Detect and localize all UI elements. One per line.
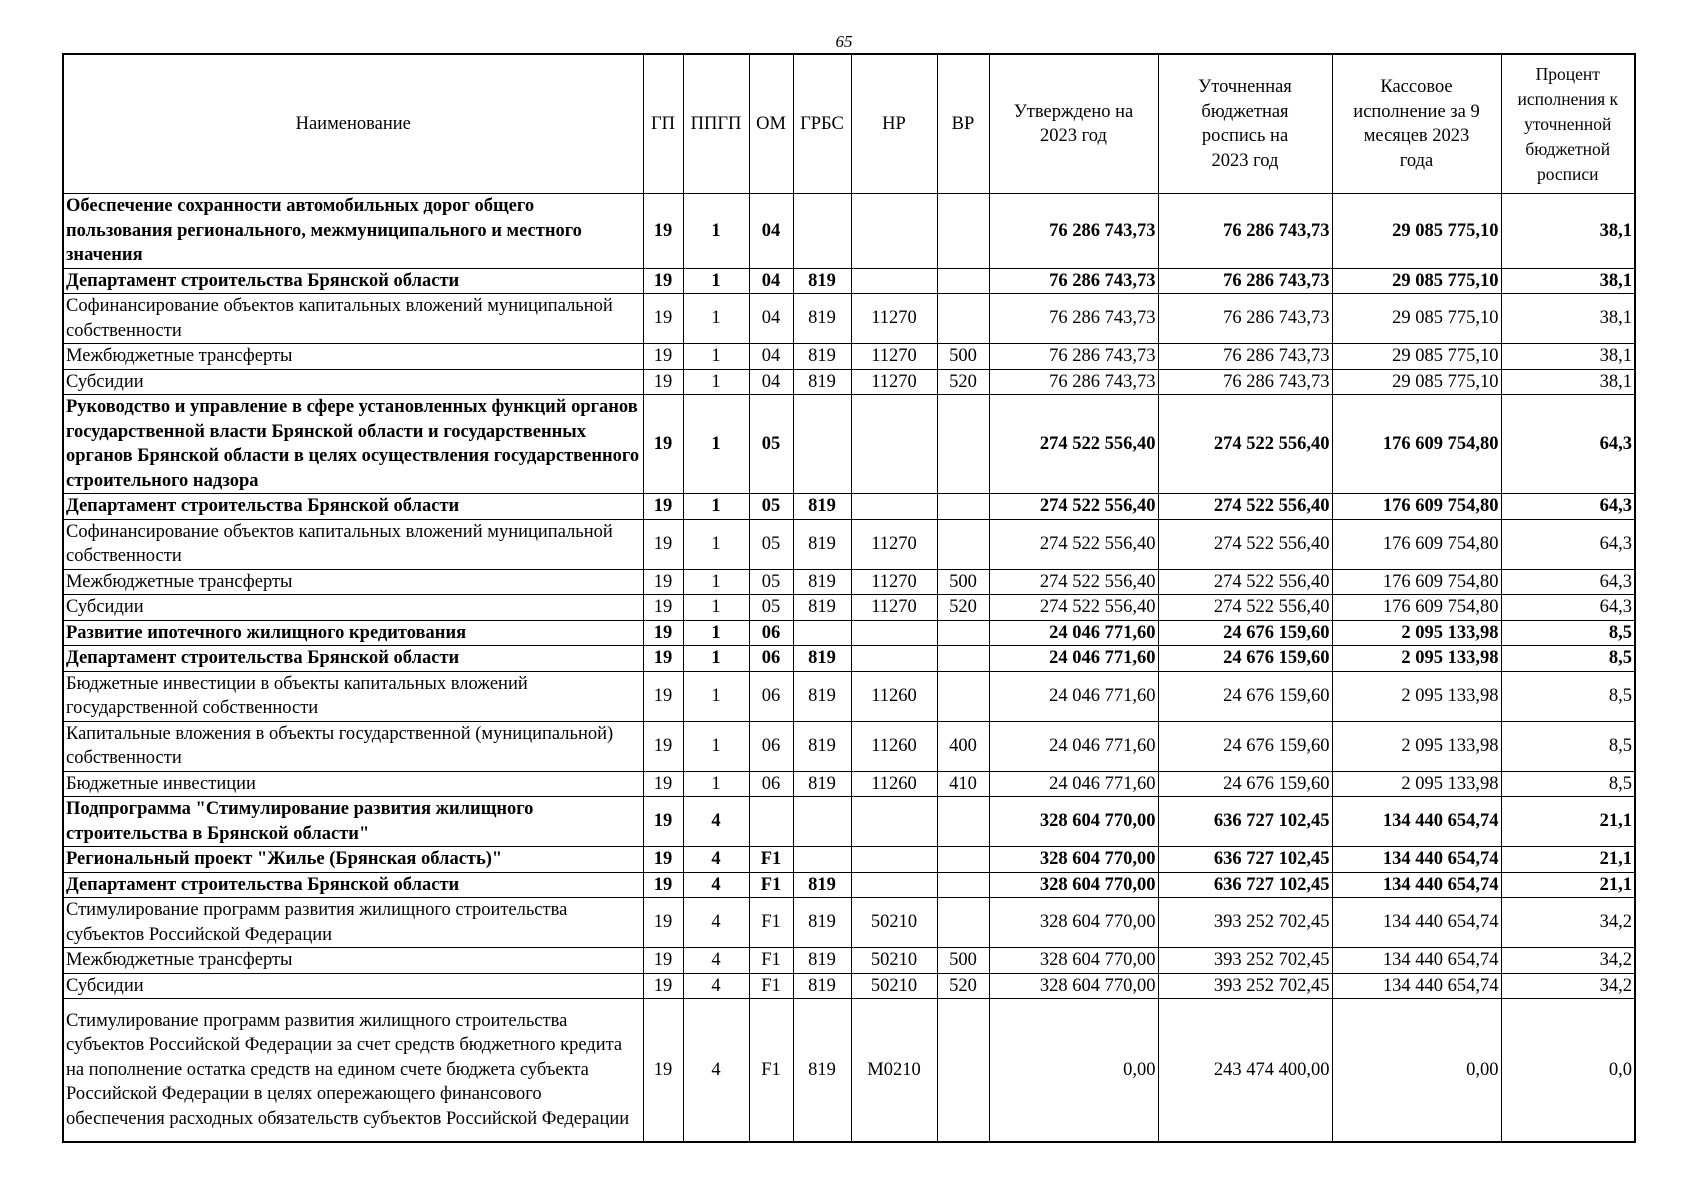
cell-percent: 38,1 xyxy=(1501,194,1635,269)
cell-om: F1 xyxy=(749,999,793,1142)
cell-cash: 0,00 xyxy=(1332,999,1501,1142)
cell-nr xyxy=(851,194,937,269)
cell-gp: 19 xyxy=(643,194,683,269)
table-row xyxy=(63,395,1635,494)
cell-gp: 19 xyxy=(643,519,683,569)
cell-om: 05 xyxy=(749,595,793,621)
cell-vr: 500 xyxy=(937,344,989,370)
cell-grbs: 819 xyxy=(793,268,851,294)
cell-refined: 76 286 743,73 xyxy=(1158,344,1332,370)
table-row xyxy=(63,494,1635,520)
cell-percent: 21,1 xyxy=(1501,872,1635,898)
table-row xyxy=(63,268,1635,294)
cell-name: Региональный проект "Жилье (Брянская область)" xyxy=(63,847,643,873)
cell-name: Обеспечение сохранности автомобильных дорог общего пользования регионального, межмуниципального и местного значения xyxy=(63,194,643,269)
cell-refined: 24 676 159,60 xyxy=(1158,771,1332,797)
cell-percent: 34,2 xyxy=(1501,973,1635,999)
cell-percent: 8,5 xyxy=(1501,646,1635,672)
cell-vr xyxy=(937,671,989,721)
cell-percent: 38,1 xyxy=(1501,268,1635,294)
cell-cash: 2 095 133,98 xyxy=(1332,646,1501,672)
cell-nr xyxy=(851,395,937,494)
cell-percent: 21,1 xyxy=(1501,797,1635,847)
cell-nr: 11270 xyxy=(851,519,937,569)
cell-gp: 19 xyxy=(643,369,683,395)
cell-approved: 328 604 770,00 xyxy=(989,797,1158,847)
cell-approved: 76 286 743,73 xyxy=(989,268,1158,294)
header-vr: ВР xyxy=(937,54,989,194)
cell-gp: 19 xyxy=(643,294,683,344)
cell-percent: 8,5 xyxy=(1501,671,1635,721)
cell-name: Департамент строительства Брянской области xyxy=(63,494,643,520)
cell-vr: 500 xyxy=(937,948,989,974)
cell-nr: 11270 xyxy=(851,595,937,621)
cell-approved: 76 286 743,73 xyxy=(989,294,1158,344)
cell-nr xyxy=(851,797,937,847)
cell-name: Межбюджетные трансферты xyxy=(63,569,643,595)
cell-cash: 134 440 654,74 xyxy=(1332,898,1501,948)
cell-vr xyxy=(937,847,989,873)
cell-vr: 410 xyxy=(937,771,989,797)
table-row xyxy=(63,973,1635,999)
header-gp: ГП xyxy=(643,54,683,194)
header-approved: Утверждено на 2023 год xyxy=(989,54,1158,194)
cell-om: 05 xyxy=(749,395,793,494)
page-number: 65 xyxy=(835,32,853,51)
cell-om: 06 xyxy=(749,620,793,646)
cell-percent: 38,1 xyxy=(1501,294,1635,344)
cell-cash: 134 440 654,74 xyxy=(1332,948,1501,974)
cell-nr xyxy=(851,847,937,873)
header-row xyxy=(63,54,1635,194)
cell-gp: 19 xyxy=(643,268,683,294)
cell-ppgp: 1 xyxy=(683,194,749,269)
cell-nr xyxy=(851,494,937,520)
cell-percent: 64,3 xyxy=(1501,494,1635,520)
cell-percent: 8,5 xyxy=(1501,771,1635,797)
cell-name: Департамент строительства Брянской области xyxy=(63,646,643,672)
cell-ppgp: 1 xyxy=(683,395,749,494)
cell-grbs: 819 xyxy=(793,519,851,569)
cell-gp: 19 xyxy=(643,620,683,646)
cell-percent: 38,1 xyxy=(1501,369,1635,395)
header-refined: Уточненная бюджетная роспись на 2023 год xyxy=(1158,54,1332,194)
cell-ppgp: 1 xyxy=(683,721,749,771)
table-row xyxy=(63,595,1635,621)
cell-om: F1 xyxy=(749,973,793,999)
cell-grbs: 819 xyxy=(793,671,851,721)
cell-approved: 328 604 770,00 xyxy=(989,872,1158,898)
cell-nr: 50210 xyxy=(851,898,937,948)
table-row xyxy=(63,721,1635,771)
cell-name: Подпрограмма "Стимулирование развития жилищного строительства в Брянской области" xyxy=(63,797,643,847)
table-row xyxy=(63,872,1635,898)
cell-om: 04 xyxy=(749,344,793,370)
cell-nr xyxy=(851,646,937,672)
cell-refined: 76 286 743,73 xyxy=(1158,194,1332,269)
cell-ppgp: 1 xyxy=(683,294,749,344)
cell-cash: 29 085 775,10 xyxy=(1332,194,1501,269)
cell-gp: 19 xyxy=(643,494,683,520)
cell-name: Субсидии xyxy=(63,369,643,395)
cell-percent: 38,1 xyxy=(1501,344,1635,370)
cell-gp: 19 xyxy=(643,569,683,595)
cell-gp: 19 xyxy=(643,872,683,898)
cell-cash: 134 440 654,74 xyxy=(1332,847,1501,873)
cell-cash: 176 609 754,80 xyxy=(1332,395,1501,494)
cell-approved: 274 522 556,40 xyxy=(989,395,1158,494)
cell-gp: 19 xyxy=(643,595,683,621)
cell-approved: 24 046 771,60 xyxy=(989,620,1158,646)
cell-om: 04 xyxy=(749,194,793,269)
cell-vr xyxy=(937,646,989,672)
cell-grbs: 819 xyxy=(793,294,851,344)
cell-vr xyxy=(937,872,989,898)
cell-gp: 19 xyxy=(643,395,683,494)
cell-ppgp: 1 xyxy=(683,771,749,797)
cell-cash: 176 609 754,80 xyxy=(1332,494,1501,520)
cell-nr: 50210 xyxy=(851,948,937,974)
cell-name: Развитие ипотечного жилищного кредитования xyxy=(63,620,643,646)
cell-percent: 8,5 xyxy=(1501,620,1635,646)
cell-cash: 176 609 754,80 xyxy=(1332,595,1501,621)
header-ppgp: ППГП xyxy=(683,54,749,194)
cell-ppgp: 4 xyxy=(683,872,749,898)
cell-ppgp: 1 xyxy=(683,268,749,294)
cell-om xyxy=(749,797,793,847)
cell-name: Стимулирование программ развития жилищного строительства субъектов Российской Федерации xyxy=(63,898,643,948)
cell-approved: 24 046 771,60 xyxy=(989,721,1158,771)
cell-percent: 64,3 xyxy=(1501,395,1635,494)
table-row xyxy=(63,344,1635,370)
cell-cash: 2 095 133,98 xyxy=(1332,721,1501,771)
cell-approved: 24 046 771,60 xyxy=(989,771,1158,797)
cell-om: 04 xyxy=(749,294,793,344)
cell-ppgp: 4 xyxy=(683,847,749,873)
cell-vr: 500 xyxy=(937,569,989,595)
cell-ppgp: 4 xyxy=(683,898,749,948)
cell-nr xyxy=(851,872,937,898)
cell-refined: 636 727 102,45 xyxy=(1158,847,1332,873)
header-nr: НР xyxy=(851,54,937,194)
cell-name: Бюджетные инвестиции в объекты капитальных вложений государственной собственности xyxy=(63,671,643,721)
cell-grbs: 819 xyxy=(793,569,851,595)
cell-ppgp: 1 xyxy=(683,595,749,621)
table-row xyxy=(63,797,1635,847)
cell-om: 06 xyxy=(749,671,793,721)
cell-approved: 274 522 556,40 xyxy=(989,569,1158,595)
cell-grbs: 819 xyxy=(793,999,851,1142)
cell-approved: 274 522 556,40 xyxy=(989,519,1158,569)
cell-approved: 76 286 743,73 xyxy=(989,369,1158,395)
table-row xyxy=(63,519,1635,569)
cell-ppgp: 1 xyxy=(683,646,749,672)
table-row xyxy=(63,369,1635,395)
cell-gp: 19 xyxy=(643,898,683,948)
cell-refined: 393 252 702,45 xyxy=(1158,948,1332,974)
cell-ppgp: 1 xyxy=(683,671,749,721)
cell-grbs xyxy=(793,194,851,269)
cell-vr xyxy=(937,494,989,520)
cell-om: F1 xyxy=(749,898,793,948)
cell-vr: 400 xyxy=(937,721,989,771)
cell-ppgp: 4 xyxy=(683,948,749,974)
cell-name: Софинансирование объектов капитальных вложений муниципальной собственности xyxy=(63,294,643,344)
cell-ppgp: 1 xyxy=(683,519,749,569)
cell-cash: 176 609 754,80 xyxy=(1332,519,1501,569)
cell-grbs: 819 xyxy=(793,595,851,621)
cell-gp: 19 xyxy=(643,771,683,797)
cell-name: Субсидии xyxy=(63,595,643,621)
budget-table xyxy=(62,53,1636,1143)
cell-om: 06 xyxy=(749,646,793,672)
table-row xyxy=(63,948,1635,974)
cell-name: Межбюджетные трансферты xyxy=(63,948,643,974)
cell-om: 06 xyxy=(749,721,793,771)
cell-approved: 274 522 556,40 xyxy=(989,494,1158,520)
cell-grbs xyxy=(793,847,851,873)
cell-vr: 520 xyxy=(937,595,989,621)
cell-vr xyxy=(937,194,989,269)
cell-om: 04 xyxy=(749,268,793,294)
cell-om: 05 xyxy=(749,569,793,595)
cell-name: Стимулирование программ развития жилищного строительства субъектов Российской Федерации за счет средств бюджетного кредита на пополнение остатка средств на едином счете бюджета субъекта Российской Федерации в целях опережающего финансового обеспечения расходных обязательств субъектов Российской Федерации xyxy=(63,999,643,1142)
table-row xyxy=(63,569,1635,595)
cell-gp: 19 xyxy=(643,344,683,370)
cell-vr xyxy=(937,268,989,294)
cell-name: Софинансирование объектов капитальных вложений муниципальной собственности xyxy=(63,519,643,569)
cell-grbs: 819 xyxy=(793,898,851,948)
cell-vr: 520 xyxy=(937,369,989,395)
cell-percent: 34,2 xyxy=(1501,948,1635,974)
cell-refined: 274 522 556,40 xyxy=(1158,595,1332,621)
cell-nr: 11270 xyxy=(851,344,937,370)
cell-name: Департамент строительства Брянской области xyxy=(63,268,643,294)
cell-grbs: 819 xyxy=(793,494,851,520)
cell-approved: 0,00 xyxy=(989,999,1158,1142)
cell-refined: 76 286 743,73 xyxy=(1158,294,1332,344)
cell-om: 05 xyxy=(749,519,793,569)
cell-vr xyxy=(937,797,989,847)
cell-grbs xyxy=(793,620,851,646)
cell-nr: 11270 xyxy=(851,569,937,595)
table-row xyxy=(63,620,1635,646)
cell-approved: 76 286 743,73 xyxy=(989,194,1158,269)
cell-approved: 274 522 556,40 xyxy=(989,595,1158,621)
cell-name: Капитальные вложения в объекты государственной (муниципальной) собственности xyxy=(63,721,643,771)
header-name: Наименование xyxy=(63,54,643,194)
cell-gp: 19 xyxy=(643,671,683,721)
cell-percent: 8,5 xyxy=(1501,721,1635,771)
cell-refined: 24 676 159,60 xyxy=(1158,646,1332,672)
cell-refined: 274 522 556,40 xyxy=(1158,519,1332,569)
cell-nr: 11260 xyxy=(851,771,937,797)
cell-nr: 50210 xyxy=(851,973,937,999)
cell-ppgp: 1 xyxy=(683,620,749,646)
cell-om: 04 xyxy=(749,369,793,395)
cell-cash: 134 440 654,74 xyxy=(1332,973,1501,999)
cell-approved: 24 046 771,60 xyxy=(989,646,1158,672)
cell-gp: 19 xyxy=(643,948,683,974)
cell-approved: 328 604 770,00 xyxy=(989,898,1158,948)
cell-percent: 34,2 xyxy=(1501,898,1635,948)
cell-grbs xyxy=(793,797,851,847)
header-cash: Кассовое исполнение за 9 месяцев 2023 года xyxy=(1332,54,1501,194)
cell-percent: 64,3 xyxy=(1501,569,1635,595)
cell-percent: 0,0 xyxy=(1501,999,1635,1142)
cell-om: 05 xyxy=(749,494,793,520)
table-row xyxy=(63,898,1635,948)
table-row xyxy=(63,671,1635,721)
cell-grbs: 819 xyxy=(793,344,851,370)
table-row xyxy=(63,999,1635,1142)
cell-grbs: 819 xyxy=(793,369,851,395)
cell-nr xyxy=(851,620,937,646)
cell-vr xyxy=(937,519,989,569)
cell-vr xyxy=(937,898,989,948)
table-body xyxy=(63,194,1635,1142)
cell-refined: 24 676 159,60 xyxy=(1158,721,1332,771)
cell-refined: 274 522 556,40 xyxy=(1158,395,1332,494)
cell-refined: 76 286 743,73 xyxy=(1158,369,1332,395)
cell-name: Бюджетные инвестиции xyxy=(63,771,643,797)
cell-approved: 76 286 743,73 xyxy=(989,344,1158,370)
cell-refined: 393 252 702,45 xyxy=(1158,973,1332,999)
cell-om: F1 xyxy=(749,872,793,898)
table-row xyxy=(63,847,1635,873)
cell-nr: 11260 xyxy=(851,671,937,721)
cell-vr xyxy=(937,620,989,646)
cell-refined: 393 252 702,45 xyxy=(1158,898,1332,948)
cell-cash: 176 609 754,80 xyxy=(1332,569,1501,595)
cell-gp: 19 xyxy=(643,973,683,999)
cell-cash: 29 085 775,10 xyxy=(1332,294,1501,344)
cell-percent: 64,3 xyxy=(1501,595,1635,621)
header-grbs: ГРБС xyxy=(793,54,851,194)
cell-cash: 134 440 654,74 xyxy=(1332,872,1501,898)
cell-vr xyxy=(937,999,989,1142)
cell-vr: 520 xyxy=(937,973,989,999)
table-row xyxy=(63,771,1635,797)
cell-refined: 274 522 556,40 xyxy=(1158,569,1332,595)
cell-gp: 19 xyxy=(643,721,683,771)
cell-cash: 29 085 775,10 xyxy=(1332,344,1501,370)
cell-refined: 76 286 743,73 xyxy=(1158,268,1332,294)
cell-cash: 2 095 133,98 xyxy=(1332,620,1501,646)
header-om: ОМ xyxy=(749,54,793,194)
cell-refined: 24 676 159,60 xyxy=(1158,671,1332,721)
cell-nr xyxy=(851,268,937,294)
header-percent: Процент исполнения к уточненной бюджетной росписи xyxy=(1501,54,1635,194)
cell-nr: 11270 xyxy=(851,294,937,344)
cell-approved: 328 604 770,00 xyxy=(989,973,1158,999)
cell-ppgp: 1 xyxy=(683,369,749,395)
cell-ppgp: 4 xyxy=(683,797,749,847)
cell-om: F1 xyxy=(749,847,793,873)
cell-gp: 19 xyxy=(643,847,683,873)
cell-grbs: 819 xyxy=(793,721,851,771)
cell-refined: 636 727 102,45 xyxy=(1158,797,1332,847)
cell-grbs: 819 xyxy=(793,872,851,898)
cell-name: Межбюджетные трансферты xyxy=(63,344,643,370)
cell-approved: 24 046 771,60 xyxy=(989,671,1158,721)
cell-gp: 19 xyxy=(643,646,683,672)
table-row xyxy=(63,646,1635,672)
cell-vr xyxy=(937,294,989,344)
cell-om: F1 xyxy=(749,948,793,974)
cell-name: Субсидии xyxy=(63,973,643,999)
table-row xyxy=(63,194,1635,269)
cell-gp: 19 xyxy=(643,999,683,1142)
cell-grbs: 819 xyxy=(793,973,851,999)
cell-name: Департамент строительства Брянской области xyxy=(63,872,643,898)
cell-vr xyxy=(937,395,989,494)
cell-percent: 64,3 xyxy=(1501,519,1635,569)
cell-approved: 328 604 770,00 xyxy=(989,948,1158,974)
cell-gp: 19 xyxy=(643,797,683,847)
cell-cash: 29 085 775,10 xyxy=(1332,369,1501,395)
cell-ppgp: 1 xyxy=(683,569,749,595)
cell-cash: 2 095 133,98 xyxy=(1332,671,1501,721)
table-row xyxy=(63,294,1635,344)
cell-grbs xyxy=(793,395,851,494)
cell-refined: 243 474 400,00 xyxy=(1158,999,1332,1142)
cell-om: 06 xyxy=(749,771,793,797)
cell-refined: 636 727 102,45 xyxy=(1158,872,1332,898)
cell-ppgp: 1 xyxy=(683,344,749,370)
cell-approved: 328 604 770,00 xyxy=(989,847,1158,873)
cell-refined: 274 522 556,40 xyxy=(1158,494,1332,520)
cell-ppgp: 1 xyxy=(683,494,749,520)
cell-ppgp: 4 xyxy=(683,999,749,1142)
cell-refined: 24 676 159,60 xyxy=(1158,620,1332,646)
cell-nr: 11270 xyxy=(851,369,937,395)
cell-grbs: 819 xyxy=(793,948,851,974)
cell-cash: 134 440 654,74 xyxy=(1332,797,1501,847)
cell-percent: 21,1 xyxy=(1501,847,1635,873)
cell-cash: 2 095 133,98 xyxy=(1332,771,1501,797)
cell-ppgp: 4 xyxy=(683,973,749,999)
cell-nr: 11260 xyxy=(851,721,937,771)
cell-name: Руководство и управление в сфере установленных функций органов государственной власти Брянской области и государственных органов Брянской области в целях осуществления государственного строительного надзора xyxy=(63,395,643,494)
cell-cash: 29 085 775,10 xyxy=(1332,268,1501,294)
cell-nr: M0210 xyxy=(851,999,937,1142)
cell-grbs: 819 xyxy=(793,646,851,672)
cell-grbs: 819 xyxy=(793,771,851,797)
